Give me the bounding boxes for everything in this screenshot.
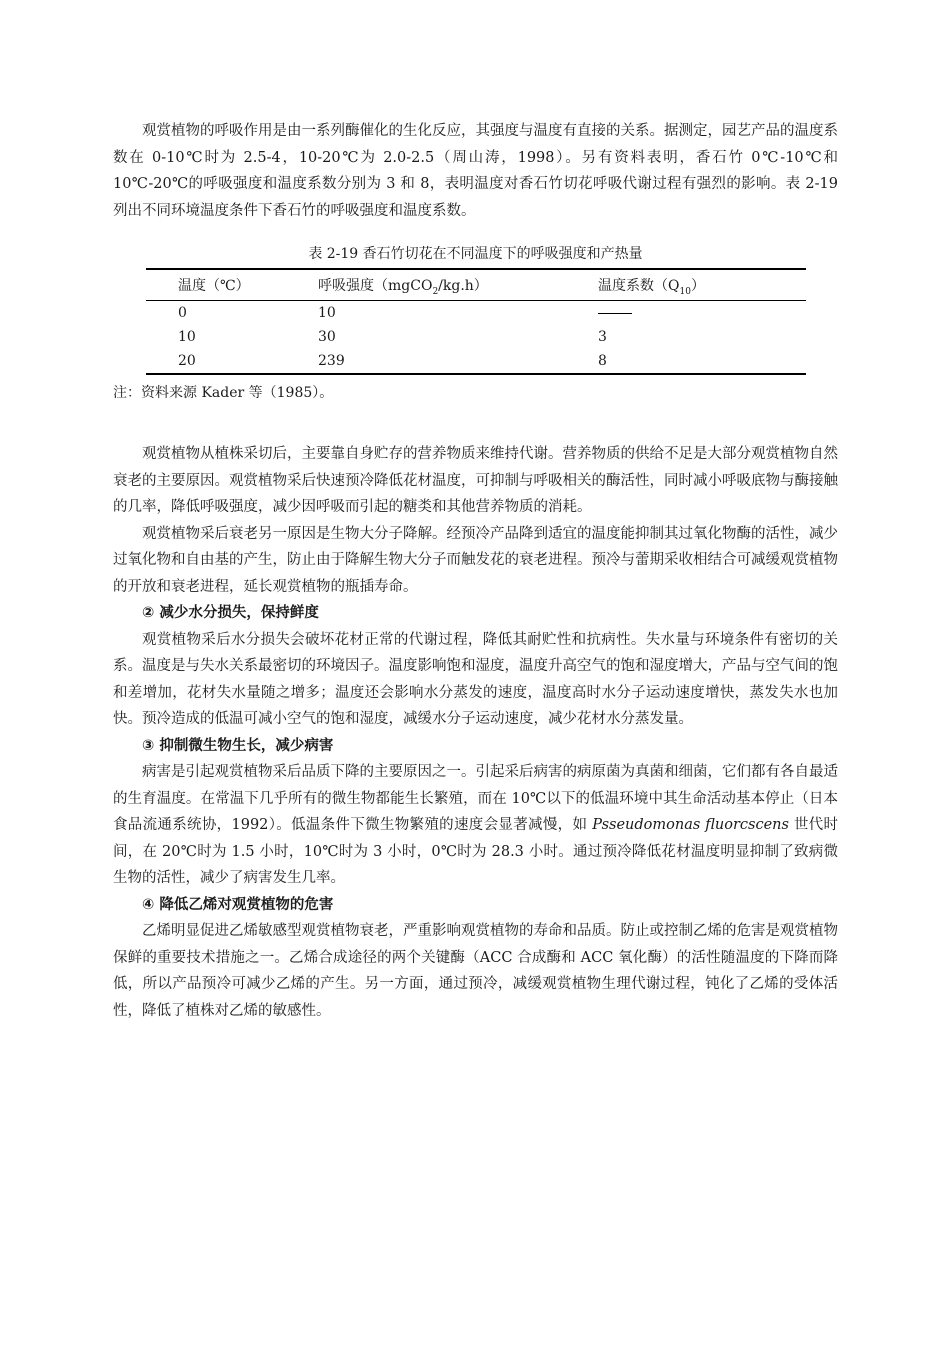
table-row <box>146 301 806 326</box>
cell-temperature: 20 <box>146 349 318 374</box>
respiration-table <box>146 268 806 375</box>
cell-respiration: 239 <box>318 349 598 374</box>
paragraph-storage: 观赏植物从植株采切后，主要靠自身贮存的营养物质来维持代谢。营养物质的供给不足是大部分观赏植物自然衰老的主要原因。观赏植物采后快速预冷降低花材温度，可抑制与呼吸相关的酶活性，同时减小呼吸底物与酶接触的几率，降低呼吸强度，减少因呼吸而引起的糖类和其他营养物质的消耗。 <box>113 446 838 515</box>
header-q10: 温度系数$(Q_{10})$ <box>598 269 806 301</box>
table-header-row <box>146 269 806 301</box>
table-row <box>146 325 806 349</box>
section-heading-microbes: ③ 抑制微生物生长，减少病害 <box>142 737 334 754</box>
paragraph-ethylene: 乙烯明显促进乙烯敏感型观赏植物衰老，严重影响观赏植物的寿命和品质。防止或控制乙烯的危害是观赏植物保鲜的重要技术措施之一。乙烯合成途径的两个关键酶（ACC 合成酶和 ACC 氧化酶）的活性随温度的下降而降低，所以产品预冷可减少乙烯的产生。另一方面，通过预冷，减缓观赏植物生理代谢过程，钝化了乙烯的受体活性，降低了植株对乙烯的敏感性。 <box>113 923 838 1019</box>
cell-q10 <box>598 301 806 326</box>
header-respiration: 呼吸强度（mgCO$_2$/kg.h） <box>318 269 598 301</box>
species-name: Psseudomonas fluorcscens <box>592 817 789 833</box>
intro-paragraph: 观赏植物的呼吸作用是由一系列酶催化的生化反应，其强度与温度有直接的关系。据测定，园艺产品的温度系数在 0-10℃时为 2.5-4，10-20℃为 2.0-2.5（周山涛，1998）。另有资料表明，香石竹 0℃-10℃和 10℃-20℃的呼吸强度和温度系数分别为 3 和 8，表明温度对香石竹切花呼吸代谢过程有强烈的影响。表 2-19 列出不同环境温度条件下香石竹的呼吸强度和温度系数。 <box>113 123 838 219</box>
paragraph-microbes: 病害是引起观赏植物采后品质下降的主要原因之一。引起采后病害的病原菌为真菌和细菌，它们都有各自最适的生育温度。在常温下几乎所有的微生物都能生长繁殖，而在 10℃以下的低温环境中其生命活动基本停止（日本食品流通系统协，1992）。低温条件下微生物繁殖的速度会显著减慢，如 Psseudomonas fluorcscens 世代时间，在 20℃时为 1.5 小时，10℃时为 3 小时，0℃时为 28.3 小时。通过预冷降低花材温度明显抑制了致病微生物的活性，减少了病害发生几率。 <box>113 764 838 886</box>
paragraph-water-loss: 观赏植物采后水分损失会破坏花材正常的代谢过程，降低其耐贮性和抗病性。失水量与环境条件有密切的关系。温度是与失水关系最密切的环境因子。温度影响饱和湿度，温度升高空气的饱和湿度增大，产品与空气间的饱和差增加，花材失水量随之增多；温度还会影响水分蒸发的速度，温度高时水分子运动速度增快，蒸发失水也加快。预冷造成的低温可减小空气的饱和湿度，减缓水分子运动速度，减少花材水分蒸发量。 <box>113 631 838 727</box>
cell-q10: 8 <box>598 349 806 374</box>
paragraph-macromolecule: 观赏植物采后衰老另一原因是生物大分子降解。经预冷产品降到适宜的温度能抑制其过氧化物酶的活性，减少过氧化物和自由基的产生，防止由于降解生物大分子而触发花的衰老进程。预冷与蕾期采收相结合可减缓观赏植物的开放和衰老进程，延长观赏植物的瓶插寿命。 <box>113 525 838 595</box>
section-heading-ethylene: ④ 降低乙烯对观赏植物的危害 <box>142 896 334 913</box>
document-page <box>113 118 838 1024</box>
cell-respiration: 10 <box>318 305 336 321</box>
table-note: 注：资料来源 Kader 等（1985）。 <box>113 385 334 401</box>
section-heading-water-loss: ② 减少水分损失，保持鲜度 <box>142 605 319 621</box>
cell-q10: 3 <box>598 329 607 345</box>
header-temperature: 温度（℃） <box>146 269 318 301</box>
cell-temperature: 10 <box>178 329 196 345</box>
cell-respiration: 30 <box>318 329 336 345</box>
table-caption: 表 2-19 香石竹切花在不同温度下的呼吸强度和产热量 <box>308 246 643 262</box>
em-dash <box>598 313 632 314</box>
table-row <box>146 349 806 374</box>
cell-temperature: 0 <box>178 305 187 321</box>
